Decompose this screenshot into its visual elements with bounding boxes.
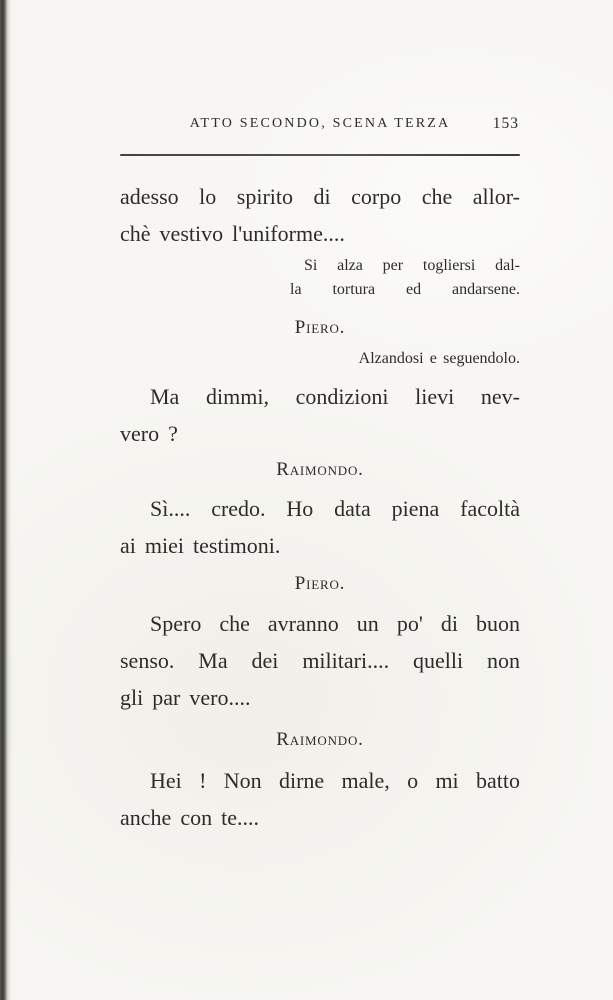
dialogue-paragraph (120, 490, 520, 564)
dialogue-line: senso. Ma dei militari.... quelli non (120, 648, 520, 673)
speaker-name: Piero. (294, 573, 346, 594)
page-number: 153 (492, 115, 519, 132)
dialogue-line: ai miei testimoni. (120, 533, 281, 558)
stage-direction-line: la tortura ed andarsene. (290, 281, 520, 298)
binding-edge-shadow (0, 0, 12, 1000)
speaker-name: Piero. (294, 317, 346, 338)
dialogue-line: Spero che avranno un po' di buon (150, 611, 520, 636)
dialogue-line: Sì.... credo. Ho data piena facoltà (150, 496, 520, 521)
dialogue-paragraph (120, 378, 520, 452)
dialogue-line: anche con te.... (120, 805, 259, 830)
header-rule (120, 154, 520, 156)
stage-direction-line: Si alza per togliersi dal- (304, 257, 520, 274)
dialogue-line: Hei ! Non dirne male, o mi batto (150, 768, 520, 793)
speaker-name: Raimondo. (276, 729, 364, 750)
stage-direction-line: Alzandosi e seguendolo. (358, 350, 520, 367)
dialogue-line: vero ? (120, 421, 178, 446)
running-header-title: ATTO SECONDO, SCENA TERZA (189, 116, 451, 131)
dialogue-line: chè vestivo l'uniforme.... (120, 221, 345, 246)
stage-direction (120, 347, 520, 371)
dialogue-paragraph (120, 762, 520, 836)
dialogue-paragraph (120, 605, 520, 716)
dialogue-line: gli par vero.... (120, 685, 251, 710)
dialogue-line: Ma dimmi, condizioni lievi nev- (150, 384, 520, 409)
book-page-text-block (120, 116, 520, 836)
dialogue-paragraph (120, 178, 520, 252)
stage-direction (290, 254, 520, 302)
speaker-name: Raimondo. (276, 459, 364, 480)
running-header (120, 116, 520, 136)
dialogue-line: adesso lo spirito di corpo che allor- (120, 184, 520, 209)
